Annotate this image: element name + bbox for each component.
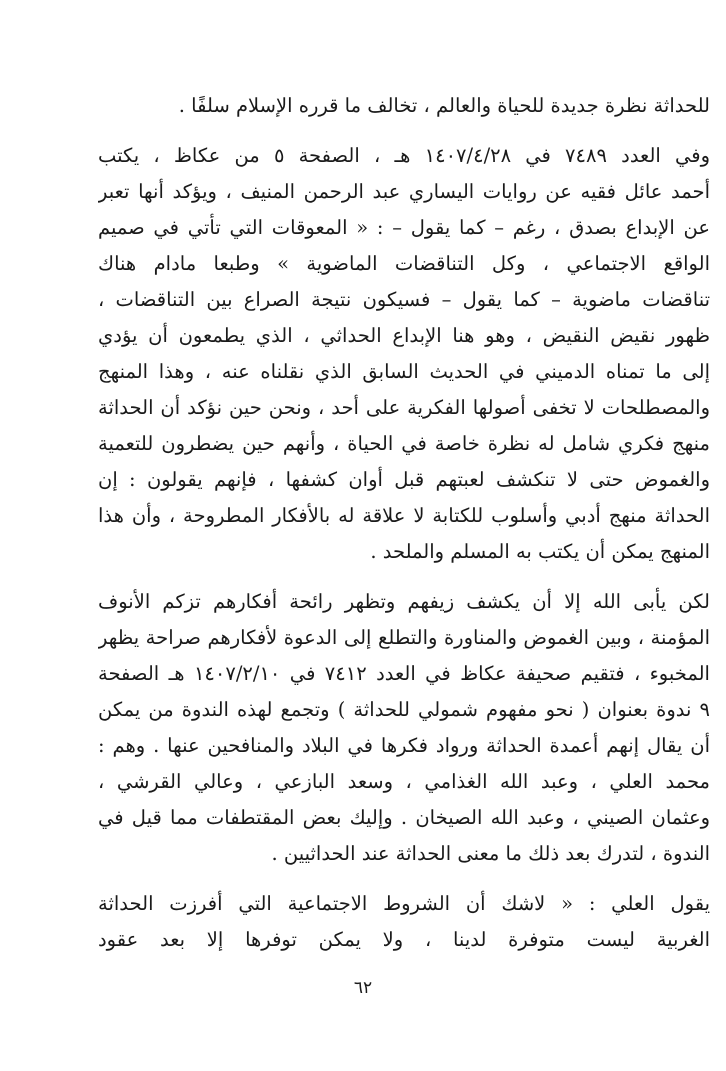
text-line: أحمد عائل فقيه عن روايات اليساري عبد الرحمن المنيف ، ويؤكد أنها تعبر	[98, 180, 710, 203]
text-line: والغموض حتى لا تنكشف لعبتهم قبل أوان كشفها ، فإنهم يقولون : إن	[98, 468, 710, 491]
text-line: الحداثة منهج أدبي وأسلوب للكتابة لا علاقة له بالأفكار المطروحة ، وأن هذا	[98, 504, 710, 527]
text-line: وفي العدد ٧٤٨٩ في ١٤٠٧/٤/٢٨ هـ ، الصفحة ٥ من عكاظ ، يكتب	[98, 144, 710, 167]
text-line: منهج فكري شامل له نظرة خاصة في الحياة ، وأنهم حين يضطرون للتعمية	[98, 432, 710, 455]
paragraph-4	[98, 886, 710, 958]
text-line: محمد العلي ، وعبد الله الغذامي ، وسعد البازعي ، وعالي القرشي ،	[98, 770, 710, 793]
text-line: إلى ما تمناه الدميني في الحديث السابق الذي نقلناه عنه ، وهذا المنهج	[98, 360, 710, 383]
text-line: المؤمنة ، وبين الغموض والمناورة والتطلع إلى الدعوة لأفكارهم صراحة يظهر	[98, 626, 710, 649]
text-line: ظهور نقيض النقيض ، وهو هنا الإبداع الحداثي ، الذي يطمعون أن يؤدي	[98, 324, 710, 347]
body-text	[98, 88, 710, 958]
page-number: ٦٢	[353, 978, 373, 998]
text-line: وعثمان الصيني ، وعبد الله الصيخان . وإليك بعض المقتطفات مما قيل في	[98, 806, 710, 829]
paragraph-2	[98, 138, 710, 570]
text-line: والمصطلحات لا تخفى أصولها الفكرية على أحد ، ونحن حين نؤكد أن الحداثة	[98, 396, 710, 419]
paragraph-3	[98, 584, 710, 872]
text-line: عن الإبداع بصدق ، رغم – كما يقول – : « المعوقات التي تأتي في صميم	[98, 216, 710, 239]
text-line: تناقضات ماضوية – كما يقول – فسيكون نتيجة الصراع بين التناقضات ،	[98, 288, 710, 311]
paragraph-1	[98, 88, 710, 124]
text-line: الندوة ، لتدرك بعد ذلك ما معنى الحداثة عند الحداثيين .	[271, 842, 710, 865]
text-line: الغربية ليست متوفرة لدينا ، ولا يمكن توفرها إلا بعد عقود	[98, 928, 710, 951]
text-line: المخبوء ، فتقيم صحيفة عكاظ في العدد ٧٤١٢ في ١٤٠٧/٢/١٠ هـ الصفحة	[98, 662, 710, 685]
text-line: للحداثة نظرة جديدة للحياة والعالم ، تخالف ما قرره الإسلام سلفًا .	[178, 94, 710, 117]
text-line: أن يقال إنهم أعمدة الحداثة ورواد فكرها في البلاد والمنافحين عنها . وهم :	[98, 734, 710, 757]
text-line: يقول العلي : « لاشك أن الشروط الاجتماعية التي أفرزت الحداثة	[98, 892, 710, 915]
text-line: لكن يأبى الله إلا أن يكشف زيفهم وتظهر رائحة أفكارهم تزكم الأنوف	[98, 590, 710, 613]
text-line: الواقع الاجتماعي ، وكل التناقضات الماضوية » وطبعا مادام هناك	[98, 252, 710, 275]
text-line: المنهج يمكن أن يكتب به المسلم والملحد .	[370, 540, 710, 563]
text-line: ٩ ندوة بعنوان ( نحو مفهوم شمولي للحداثة ) وتجمع لهذه الندوة من يمكن	[98, 698, 710, 721]
